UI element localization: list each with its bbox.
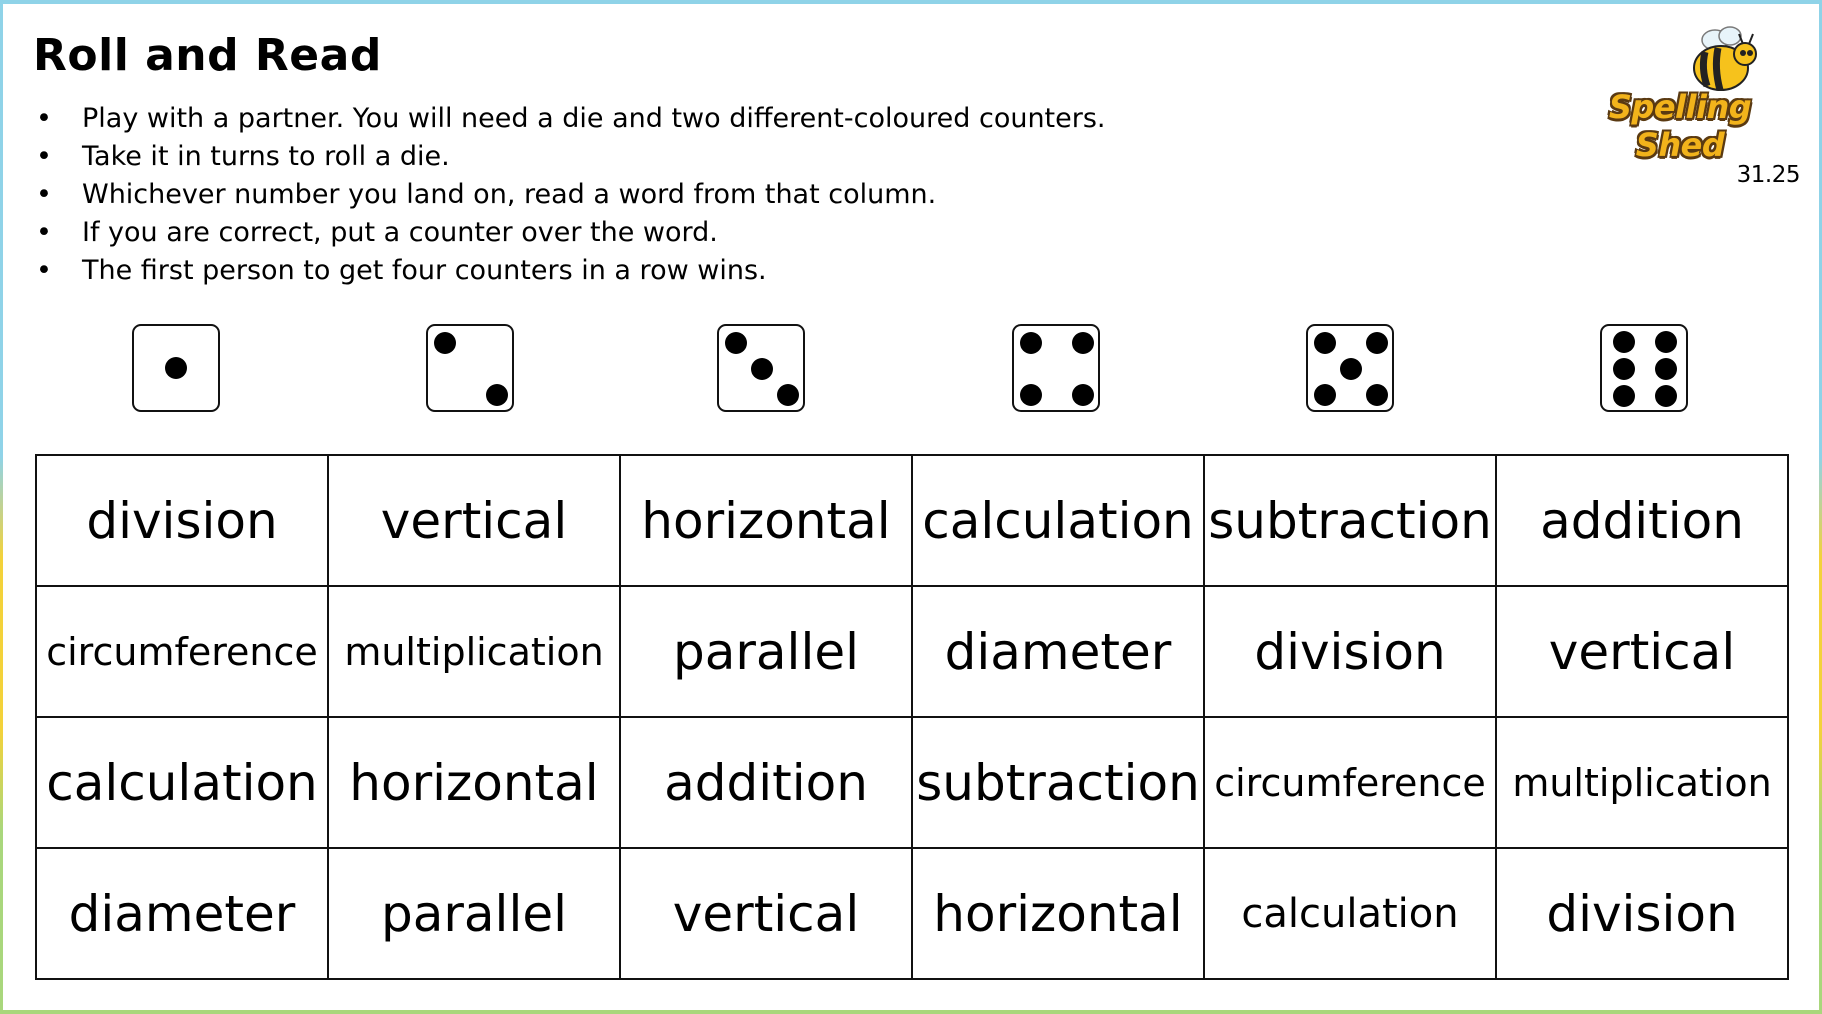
grid-cell: division — [1496, 848, 1788, 979]
frame-bottom-border — [0, 1010, 1822, 1014]
page-title: Roll and Read — [33, 30, 382, 81]
instruction-item: • Take it in turns to roll a die. — [36, 138, 1106, 176]
die-pip — [1613, 331, 1635, 353]
die-pip — [434, 332, 456, 354]
die-four-icon — [1012, 324, 1100, 412]
die-pip — [165, 357, 187, 379]
bullet-icon: • — [36, 141, 52, 172]
bullet-icon: • — [36, 217, 52, 248]
grid-row — [36, 717, 1788, 848]
die-pip — [1072, 332, 1094, 354]
die-pip — [1072, 384, 1094, 406]
grid-cell: circumference — [36, 586, 328, 717]
grid-row — [36, 848, 1788, 979]
grid-cell: calculation — [912, 455, 1204, 586]
die-pip — [486, 384, 508, 406]
die-pip — [1366, 332, 1388, 354]
die-pip — [1020, 332, 1042, 354]
bullet-icon: • — [36, 255, 52, 286]
grid-cell: subtraction — [912, 717, 1204, 848]
die-pip — [1314, 332, 1336, 354]
grid-cell: subtraction — [1204, 455, 1496, 586]
grid-cell: diameter — [912, 586, 1204, 717]
grid-row — [36, 455, 1788, 586]
grid-cell: addition — [620, 717, 912, 848]
die-pip — [1314, 384, 1336, 406]
grid-cell: parallel — [328, 848, 620, 979]
die-pip — [1340, 358, 1362, 380]
grid-row — [36, 586, 1788, 717]
die-pip — [1020, 384, 1042, 406]
die-pip — [751, 358, 773, 380]
grid-cell: vertical — [620, 848, 912, 979]
grid-cell: diameter — [36, 848, 328, 979]
die-three-icon — [717, 324, 805, 412]
bullet-icon: • — [36, 103, 52, 134]
die-pip — [1613, 358, 1635, 380]
grid-cell: addition — [1496, 455, 1788, 586]
instructions-list — [36, 100, 1106, 290]
grid-cell: vertical — [328, 455, 620, 586]
grid-cell: division — [36, 455, 328, 586]
instruction-item: • The first person to get four counters in a row wins. — [36, 252, 1106, 290]
instruction-item: • Whichever number you land on, read a word from that column. — [36, 176, 1106, 214]
grid-cell: horizontal — [912, 848, 1204, 979]
grid-cell: horizontal — [620, 455, 912, 586]
grid-cell: multiplication — [1496, 717, 1788, 848]
die-five-icon — [1306, 324, 1394, 412]
die-pip — [777, 384, 799, 406]
grid-cell: division — [1204, 586, 1496, 717]
die-two-icon — [426, 324, 514, 412]
frame-left-border — [0, 0, 3, 1014]
grid-cell: calculation — [36, 717, 328, 848]
instruction-item: • If you are correct, put a counter over the word. — [36, 214, 1106, 252]
dice-row — [35, 324, 1790, 416]
die-pip — [1655, 358, 1677, 380]
word-grid — [35, 454, 1789, 980]
grid-cell: multiplication — [328, 586, 620, 717]
die-pip — [1655, 331, 1677, 353]
die-pip — [725, 332, 747, 354]
grid-cell: circumference — [1204, 717, 1496, 848]
grid-cell: calculation — [1204, 848, 1496, 979]
frame-top-border — [0, 0, 1822, 4]
die-pip — [1366, 384, 1388, 406]
instruction-item: • Play with a partner. You will need a die and two different-coloured counters. — [36, 100, 1106, 138]
bullet-icon: • — [36, 179, 52, 210]
grid-cell: vertical — [1496, 586, 1788, 717]
grid-cell: horizontal — [328, 717, 620, 848]
die-one-icon — [132, 324, 220, 412]
worksheet-code: 31.25 — [1736, 162, 1800, 188]
grid-cell: parallel — [620, 586, 912, 717]
die-pip — [1655, 385, 1677, 407]
die-six-icon — [1600, 324, 1688, 412]
die-pip — [1613, 385, 1635, 407]
brand-logo-text: Spelling Shed — [1608, 88, 1752, 164]
